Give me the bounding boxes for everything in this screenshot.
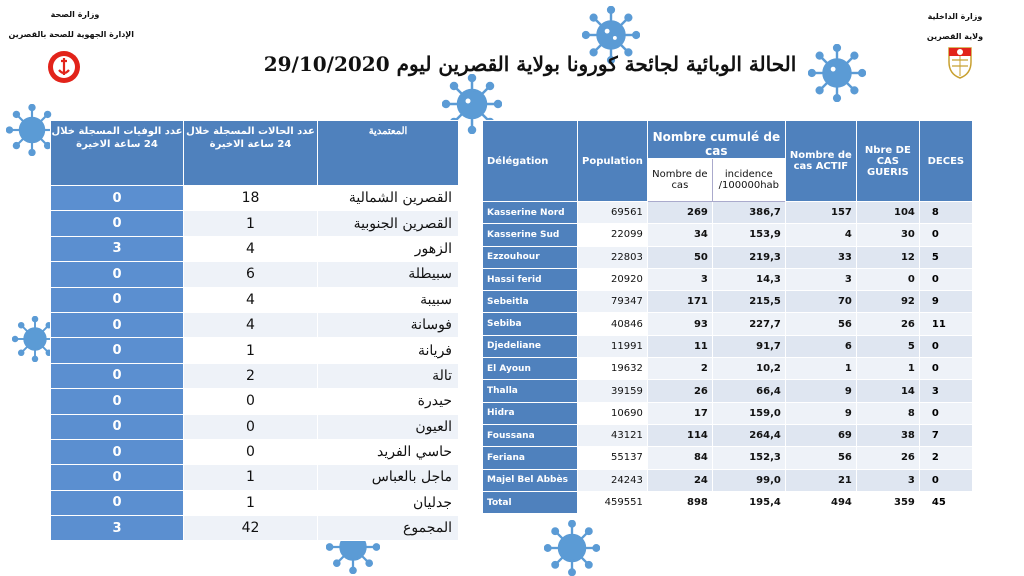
population-cell: 39159 [578,380,648,402]
cases-cell: 2 [647,358,712,380]
population-cell: 10690 [578,402,648,424]
active-cell: 3 [785,268,856,290]
deaths-cell: 0 [919,224,972,246]
recovered-cell: 92 [856,291,919,313]
header-cases: عدد الحالات المسجلة خلال 24 ساعة الاخيرة [184,121,318,186]
incidence-cell: 14,3 [712,268,785,290]
table-row [51,490,459,515]
regional-health-label: الإدارة الجهوية للصحة بالقصرين [8,30,134,39]
deaths-cell: 0 [919,358,972,380]
deaths-cell: 3 [51,516,184,541]
recovered-cell: 104 [856,202,919,224]
cases-cell: 24 [647,469,712,491]
cases-cell: 4 [184,287,318,312]
active-cell: 4 [785,224,856,246]
cumulative-cases-table [482,120,973,514]
recovered-cell: 38 [856,424,919,446]
deaths-cell: 0 [919,469,972,491]
active-cell: 33 [785,246,856,268]
recovered-cell: 30 [856,224,919,246]
table-row [51,363,459,388]
table-row [51,389,459,414]
delegation-cell: سبيبة [318,287,459,312]
table-row [483,224,973,246]
page-title: الحالة الوبائية لجائحة كورونا بولاية القصرين ليوم 29/10/2020 [263,52,797,76]
cases-cell: 1 [184,338,318,363]
deaths-cell: 7 [919,424,972,446]
cases-cell: 0 [184,389,318,414]
recovered-cell: 12 [856,246,919,268]
header-delegation: المعتمدية [318,121,459,186]
delegation-cell: الزهور [318,236,459,261]
active-cell: 157 [785,202,856,224]
ministry-interior-label: وزارة الداخلية [927,12,983,21]
population-cell: 40846 [578,313,648,335]
table-row [483,380,973,402]
header-deaths: عدد الوفيات المسجلة خلال 24 ساعة الاخيرة [51,121,184,186]
deaths-cell: 0 [51,465,184,490]
virus-icon [544,520,600,576]
delegation-cell: Majel Bel Abbès [483,469,578,491]
table-row [483,491,973,513]
deaths-cell: 0 [51,338,184,363]
incidence-cell: 159,0 [712,402,785,424]
incidence-cell: 153,9 [712,224,785,246]
active-cell: 494 [785,491,856,513]
delegation-cell: Sebiba [483,313,578,335]
delegation-cell: Djedeliane [483,335,578,357]
table-row [51,236,459,261]
table-row [483,202,973,224]
deaths-cell: 0 [51,287,184,312]
incidence-cell: 227,7 [712,313,785,335]
active-cell: 56 [785,447,856,469]
cases-cell: 3 [647,268,712,290]
delegation-cell: تالة [318,363,459,388]
population-cell: 22803 [578,246,648,268]
population-cell: 43121 [578,424,648,446]
delegation-cell: Hassi ferid [483,268,578,290]
recovered-cell: 5 [856,335,919,357]
governorate-label: ولاية القصرين [926,32,984,41]
ministry-health-label: وزارة الصحة [50,10,100,19]
table-row [51,439,459,464]
header-cumul: Nombre cumulé de cas [647,121,785,159]
deaths-cell: 0 [919,402,972,424]
deaths-cell: 2 [919,447,972,469]
cases-cell: 26 [647,380,712,402]
delegation-cell: Kasserine Sud [483,224,578,246]
recovered-cell: 3 [856,469,919,491]
deaths-cell: 5 [919,246,972,268]
deaths-cell: 0 [51,186,184,211]
tunisia-emblem-logo [946,44,974,80]
active-cell: 69 [785,424,856,446]
active-cell: 9 [785,380,856,402]
delegation-cell: فوسانة [318,312,459,337]
population-cell: 20920 [578,268,648,290]
cases-cell: 50 [647,246,712,268]
table-row [51,338,459,363]
incidence-cell: 219,3 [712,246,785,268]
active-cell: 70 [785,291,856,313]
delegation-cell: ماجل بالعباس [318,465,459,490]
delegation-cell: حيدرة [318,389,459,414]
table-row [483,313,973,335]
recovered-cell: 14 [856,380,919,402]
deaths-cell: 0 [51,490,184,515]
cases-cell: 269 [647,202,712,224]
population-cell: 79347 [578,291,648,313]
incidence-cell: 264,4 [712,424,785,446]
table-row [51,414,459,439]
delegation-cell: فريانة [318,338,459,363]
incidence-cell: 215,5 [712,291,785,313]
header-recovered: Nbre DE CAS GUERIS [856,121,919,202]
table-row [51,516,459,541]
cases-cell: 1 [184,465,318,490]
incidence-cell: 10,2 [712,358,785,380]
deaths-cell: 3 [51,236,184,261]
cases-cell: 11 [647,335,712,357]
delegation-cell: المجموع [318,516,459,541]
cases-cell: 898 [647,491,712,513]
cases-cell: 4 [184,236,318,261]
recovered-cell: 8 [856,402,919,424]
table-row [483,447,973,469]
table-row [483,268,973,290]
delegation-cell: Sebeitla [483,291,578,313]
cases-cell: 1 [184,211,318,236]
table-row [483,424,973,446]
deaths-cell: 11 [919,313,972,335]
deaths-cell: 0 [919,335,972,357]
recovered-cell: 26 [856,447,919,469]
daily-cases-table [50,120,459,541]
deaths-cell: 9 [919,291,972,313]
header-deaths-fr: DECES [919,121,972,202]
recovered-cell: 359 [856,491,919,513]
cases-cell: 4 [184,312,318,337]
deaths-cell: 0 [51,262,184,287]
delegation-cell: Total [483,491,578,513]
delegation-cell: Thalla [483,380,578,402]
population-cell: 69561 [578,202,648,224]
header-incidence: incidence /100000hab [712,159,785,202]
population-cell: 22099 [578,224,648,246]
recovered-cell: 26 [856,313,919,335]
cases-cell: 18 [184,186,318,211]
header-population: Population [578,121,648,202]
table-row [483,469,973,491]
delegation-cell: El Ayoun [483,358,578,380]
delegation-cell: Ezzouhour [483,246,578,268]
virus-icon [808,44,866,102]
deaths-cell: 0 [51,211,184,236]
active-cell: 9 [785,402,856,424]
incidence-cell: 152,3 [712,447,785,469]
health-ministry-logo [47,50,81,84]
table-row [51,262,459,287]
cases-cell: 2 [184,363,318,388]
delegation-cell: Foussana [483,424,578,446]
table-row [483,402,973,424]
cases-cell: 0 [184,414,318,439]
table-row [51,312,459,337]
table-row [483,291,973,313]
population-cell: 24243 [578,469,648,491]
active-cell: 1 [785,358,856,380]
deaths-cell: 0 [51,312,184,337]
population-cell: 459551 [578,491,648,513]
cases-cell: 6 [184,262,318,287]
active-cell: 6 [785,335,856,357]
recovered-cell: 0 [856,268,919,290]
cases-cell: 1 [184,490,318,515]
incidence-cell: 66,4 [712,380,785,402]
incidence-cell: 91,7 [712,335,785,357]
table-row [483,246,973,268]
delegation-cell: Kasserine Nord [483,202,578,224]
incidence-cell: 195,4 [712,491,785,513]
deaths-cell: 0 [51,414,184,439]
deaths-cell: 0 [51,439,184,464]
table-row [483,335,973,357]
cases-cell: 171 [647,291,712,313]
recovered-cell: 1 [856,358,919,380]
deaths-cell: 45 [919,491,972,513]
cases-cell: 114 [647,424,712,446]
cases-cell: 42 [184,516,318,541]
delegation-cell: حاسي الفريد [318,439,459,464]
table-row [483,358,973,380]
header-nb-cases: Nombre de cas [647,159,712,202]
cases-cell: 17 [647,402,712,424]
cases-cell: 34 [647,224,712,246]
deaths-cell: 0 [919,268,972,290]
header-delegation-fr: Délégation [483,121,578,202]
population-cell: 55137 [578,447,648,469]
table-row [51,287,459,312]
deaths-cell: 0 [51,389,184,414]
delegation-cell: سبيطلة [318,262,459,287]
active-cell: 56 [785,313,856,335]
delegation-cell: Feriana [483,447,578,469]
cases-cell: 93 [647,313,712,335]
delegation-cell: Hidra [483,402,578,424]
table-row [51,465,459,490]
population-cell: 19632 [578,358,648,380]
incidence-cell: 99,0 [712,469,785,491]
deaths-cell: 8 [919,202,972,224]
table-row [51,186,459,211]
delegation-cell: القصرين الشمالية [318,186,459,211]
incidence-cell: 386,7 [712,202,785,224]
cases-cell: 0 [184,439,318,464]
header-active: Nombre de cas ACTIF [785,121,856,202]
cases-cell: 84 [647,447,712,469]
delegation-cell: العيون [318,414,459,439]
deaths-cell: 0 [51,363,184,388]
table-row [51,211,459,236]
active-cell: 21 [785,469,856,491]
population-cell: 11991 [578,335,648,357]
delegation-cell: القصرين الجنوبية [318,211,459,236]
deaths-cell: 3 [919,380,972,402]
delegation-cell: جدليان [318,490,459,515]
